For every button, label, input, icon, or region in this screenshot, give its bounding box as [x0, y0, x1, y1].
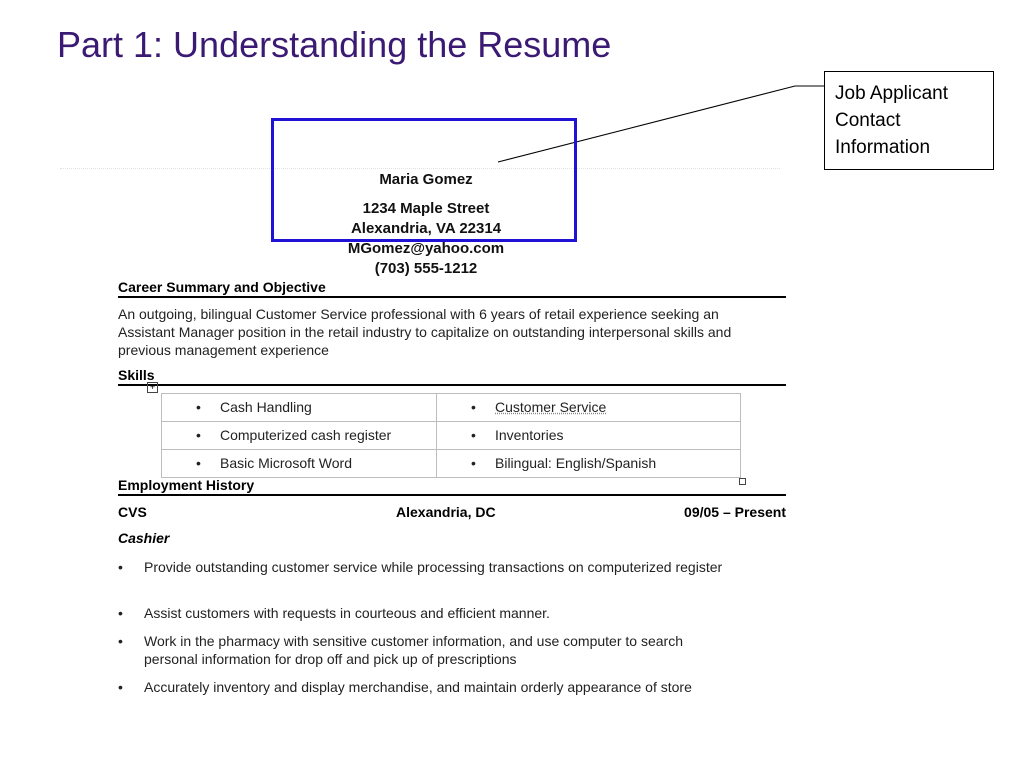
email-address: MGomez@yahoo.com — [347, 240, 505, 257]
skill-cell: • Bilingual: English/Spanish — [437, 450, 741, 478]
phone-number: (703) 555-1212 — [374, 260, 478, 277]
address-line-1: 1234 Maple Street — [362, 200, 490, 217]
skill-cell: • Customer Service — [437, 394, 741, 422]
callout-line: Information — [835, 137, 931, 158]
skill-label: Customer Service — [495, 399, 607, 415]
skill-cell: • Cash Handling — [162, 394, 437, 422]
duty-item: • Work in the pharmacy with sensitive customer information, and use computer to search personal information for drop off and pick up of prescriptions — [118, 632, 738, 668]
employer-name: CVS — [118, 504, 147, 520]
employment-heading: Employment History — [118, 477, 786, 496]
skill-label: Inventories — [495, 427, 564, 443]
skill-cell: • Computerized cash register — [162, 422, 437, 450]
employment-dates: 09/05 – Present — [684, 504, 786, 520]
skill-label: Basic Microsoft Word — [220, 455, 352, 471]
skill-cell: • Inventories — [437, 422, 741, 450]
duty-item: • Provide outstanding customer service while processing transactions on computerized register — [118, 558, 738, 576]
duty-item: • Accurately inventory and display merchandise, and maintain orderly appearance of store — [118, 678, 738, 696]
duty-text: Work in the pharmacy with sensitive customer information, and use computer to search personal information for drop off and pick up of prescriptions — [144, 633, 683, 667]
skill-label: Computerized cash register — [220, 427, 392, 443]
skills-heading: Skills — [118, 367, 786, 386]
table-row — [162, 450, 741, 478]
table-row — [162, 422, 741, 450]
address-line-2: Alexandria, VA 22314 — [350, 220, 502, 237]
job-title: Cashier — [118, 530, 170, 546]
skill-label: Cash Handling — [220, 399, 312, 415]
career-summary-text: An outgoing, bilingual Customer Service professional with 6 years of retail experience seeking an Assistant Manager position in the retail industry to capitalize on outstanding interpersonal skills and previous management experience — [118, 306, 732, 358]
table-row — [162, 394, 741, 422]
duty-text: Provide outstanding customer service while processing transactions on computerized register — [144, 559, 723, 575]
table-move-handle-icon[interactable]: + — [147, 382, 158, 393]
duty-text: Accurately inventory and display merchandise, and maintain orderly appearance of store — [144, 679, 692, 695]
slide-title: Part 1: Understanding the Resume — [57, 24, 612, 65]
callout-line: Contact — [835, 110, 901, 131]
employer-location: Alexandria, DC — [396, 504, 496, 520]
duty-text: Assist customers with requests in courteous and efficient manner. — [144, 605, 550, 621]
skill-label: Bilingual: English/Spanish — [495, 455, 657, 471]
skills-table — [161, 393, 741, 478]
skill-cell: • Basic Microsoft Word — [162, 450, 437, 478]
callout-box — [824, 71, 994, 170]
career-summary-heading: Career Summary and Objective — [118, 279, 786, 298]
duty-item: • Assist customers with requests in courteous and efficient manner. — [118, 604, 738, 622]
applicant-name: Maria Gomez — [379, 171, 473, 188]
callout-line: Job Applicant — [835, 83, 949, 104]
